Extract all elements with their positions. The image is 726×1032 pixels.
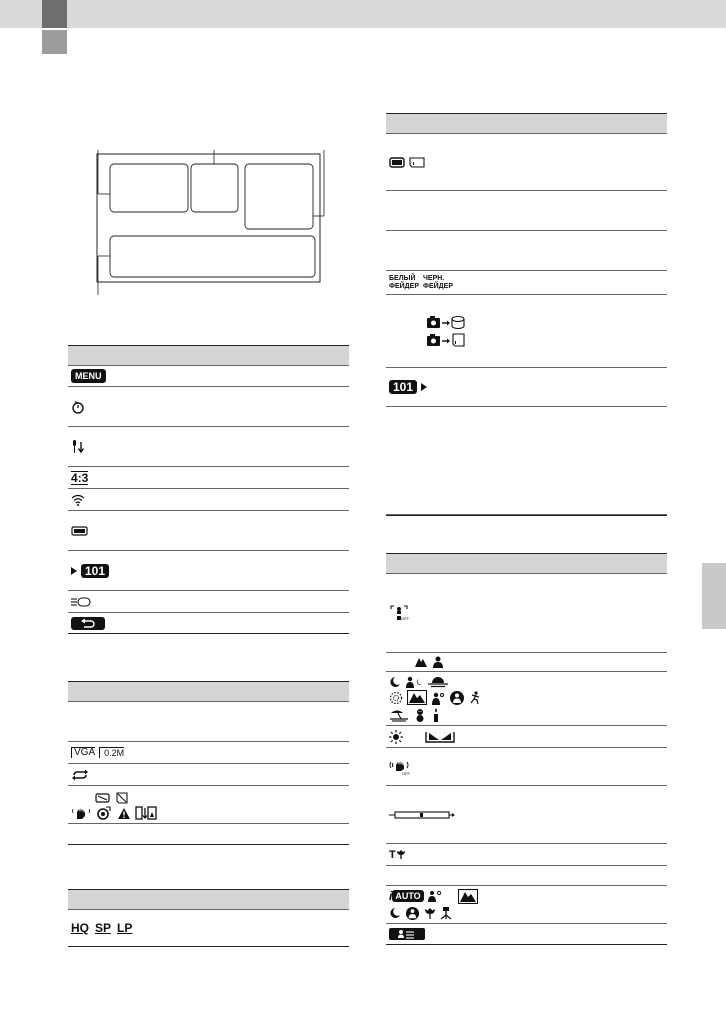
night-scene-icon: [389, 676, 401, 688]
aspect-4-3-icon: 4:3: [71, 470, 89, 485]
table-row: [386, 190, 667, 230]
warning-triangle-icon: [117, 806, 131, 820]
table-row: [386, 514, 667, 516]
sunset-icon: [427, 676, 449, 688]
table-row: [68, 909, 349, 947]
play-arrow-icon: [421, 383, 427, 391]
spotlight-icon: [449, 690, 465, 706]
fader-white-label: БЕЛЫЙ ФЕЙДЕР: [389, 274, 419, 290]
image-size-icon: 0.2M: [99, 747, 124, 758]
table-header: [386, 113, 667, 133]
table-row: [68, 510, 349, 550]
table-row: [386, 785, 667, 843]
memory-card-icon: [409, 157, 425, 168]
soft-portrait-icon: [431, 690, 445, 706]
table-row: [386, 367, 667, 406]
zoom-guide-icon: [71, 597, 91, 607]
return-button-icon: [71, 617, 105, 630]
table-row: [68, 365, 349, 386]
intelligent-auto-icon: i AUTO: [389, 889, 424, 904]
quality-lp-label: LP: [117, 921, 133, 935]
svg-text:OFF: OFF: [401, 616, 409, 621]
sports-icon: [469, 690, 481, 706]
backlight-sun-icon: [389, 730, 403, 744]
table-row: [386, 671, 667, 725]
wireless-icon: [71, 494, 85, 506]
table-row: [68, 590, 349, 612]
table-row: [386, 865, 667, 885]
table-row: [386, 133, 667, 190]
table-row: [68, 741, 349, 763]
spotlight-icon: [405, 906, 420, 921]
table-row: [68, 701, 349, 741]
table-row: [386, 725, 667, 747]
table-row: [386, 923, 667, 945]
mic-level-icon: [71, 439, 85, 455]
self-timer-icon: [71, 400, 85, 414]
play-arrow-icon: [71, 567, 77, 575]
right-icon-table-2: [386, 553, 667, 945]
battery-warning-icon: [95, 792, 111, 804]
landscape-boxed-icon: [458, 889, 478, 904]
portrait-pair-icon: [428, 889, 444, 904]
table-header: [68, 889, 349, 909]
card-warning-icon: [115, 792, 129, 804]
table-row: [68, 426, 349, 466]
table-row: [386, 573, 667, 652]
folder-play-icon: 101: [81, 564, 109, 578]
battery-icon: [71, 526, 89, 536]
macro-icon: [424, 906, 436, 921]
table-row: [386, 270, 667, 294]
left-icon-table-1: [68, 345, 349, 634]
card-transfer-icon: [135, 806, 157, 820]
snow-icon: [413, 708, 427, 722]
night-scene-icon: [389, 906, 401, 921]
header-block-lower: [42, 30, 67, 54]
table-row: [386, 230, 667, 270]
fireworks-icon: [389, 690, 403, 706]
internal-memory-icon: [389, 157, 405, 168]
left-icon-table-2: [68, 681, 349, 845]
tele-macro-icon: T: [389, 849, 406, 861]
landscape-icon: [414, 656, 428, 668]
table-row: [386, 294, 667, 367]
menu-badge-icon: MENU: [71, 369, 106, 383]
table-row: [68, 550, 349, 590]
portrait-icon: [432, 656, 444, 668]
table-row: [68, 823, 349, 845]
photo-to-card-icon: [426, 333, 466, 347]
table-header: [386, 553, 667, 573]
shutter-warning-icon: [95, 806, 113, 820]
table-row: [386, 406, 667, 514]
vga-size-icon: VGA: [71, 747, 95, 758]
table-row: [386, 843, 667, 865]
table-header: [68, 681, 349, 701]
repeat-icon: [71, 769, 89, 781]
table-row: [68, 488, 349, 510]
zoom-bar-icon: [389, 810, 455, 820]
left-icon-table-3: [68, 889, 349, 947]
table-row: [386, 747, 667, 785]
landscape-boxed-icon: [407, 690, 427, 706]
header-block: [42, 0, 67, 28]
face-detection-off-icon: [389, 605, 409, 621]
right-icon-table-1: [386, 113, 667, 516]
steadyshot-off-icon: [389, 759, 411, 775]
tripod-icon: [440, 906, 452, 921]
night-portrait-icon: [405, 676, 423, 688]
candle-icon: [431, 708, 441, 722]
header-bar: [0, 0, 726, 28]
screen-layout-diagram: [88, 150, 338, 295]
table-header: [68, 345, 349, 365]
table-row: [386, 652, 667, 671]
table-row: [68, 763, 349, 785]
table-row: [386, 885, 667, 923]
table-row: [68, 466, 349, 488]
photo-to-hdd-icon: [426, 315, 466, 329]
folder-icon: 101: [389, 380, 417, 394]
chapter-side-tab: [702, 563, 726, 629]
svg-text:OFF: OFF: [402, 770, 410, 775]
camera-shake-icon: [71, 806, 91, 820]
beach-icon: [389, 708, 409, 722]
table-row: [68, 612, 349, 634]
table-row: [68, 386, 349, 426]
fader-black-label: ЧЕРН. ФЕЙДЕР: [423, 274, 453, 290]
quality-sp-label: SP: [95, 921, 112, 935]
table-row: [68, 785, 349, 823]
quality-hq-label: HQ: [71, 921, 89, 935]
face-priority-icon: [389, 928, 425, 940]
white-balance-icon: [425, 731, 455, 743]
